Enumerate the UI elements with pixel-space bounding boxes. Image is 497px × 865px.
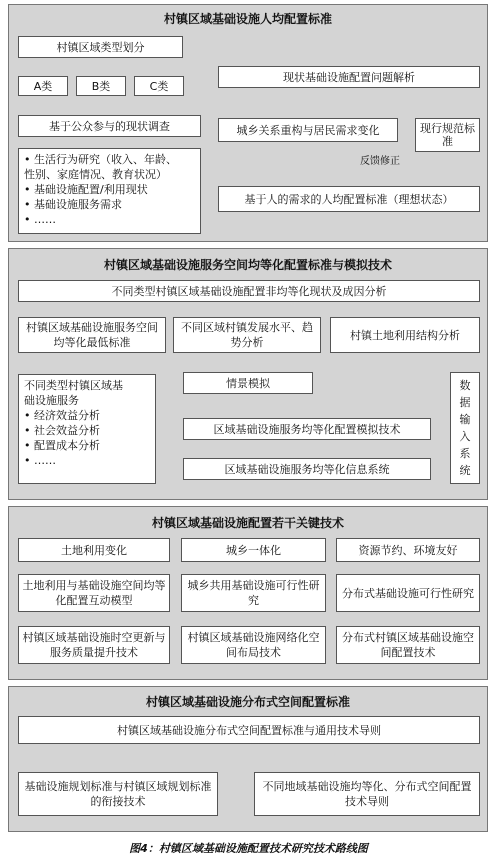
data-input-char-2: 据: [459, 396, 471, 409]
box-urban-rural-integration: 城乡一体化: [181, 538, 326, 562]
box-scenario-simulation: 情景模拟: [183, 372, 313, 394]
benefit-item-5: • 配置成本分析: [24, 439, 100, 452]
list-benefit-analysis: [18, 374, 156, 484]
box-minimum-standard: 村镇区域基础设施服务空间均等化最低标准: [18, 317, 166, 353]
box-shared-feasibility: 城乡共用基础设施可行性研究: [181, 574, 326, 612]
box-data-input-system: [450, 372, 480, 484]
box-landuse-change: 土地利用变化: [18, 538, 170, 562]
box-nonequal-analysis: 不同类型村镇区域基础设施配置非均等化现状及成因分析: [18, 280, 480, 302]
box-resource-saving: 资源节约、环境友好: [336, 538, 480, 562]
benefit-item-6: • ……: [24, 454, 56, 467]
data-input-char-6: 统: [459, 464, 471, 477]
box-planning-linkage: 基础设施规划标准与村镇区域规划标准的衔接技术: [18, 772, 218, 816]
label-feedback: 反馈修正: [360, 156, 400, 167]
box-distributed-configuration: 分布式村镇区域基础设施空间配置技术: [336, 626, 480, 664]
box-general-guideline: 村镇区域基础设施分布式空间配置标准与通用技术导则: [18, 716, 480, 744]
box-current-norms: 现行规范标准: [415, 118, 480, 152]
survey-item-1: • 生活行为研究（收入、年龄、: [24, 153, 177, 166]
benefit-item-4: • 社会效益分析: [24, 424, 100, 437]
survey-item-4: • 基础设施服务需求: [24, 198, 122, 211]
benefit-item-2: 础设施服务: [24, 394, 79, 407]
data-input-char-1: 数: [459, 379, 471, 392]
survey-item-2: 性别、家庭情况、教育状况）: [24, 168, 167, 181]
box-regional-guideline: 不同地域基础设施均等化、分布式空间配置技术导则: [254, 772, 480, 816]
survey-item-5: • ……: [24, 213, 56, 226]
box-problem-analysis: 现状基础设施配置问题解析: [218, 66, 480, 88]
box-per-capita-standard: 基于人的需求的人均配置标准（理想状态）: [218, 186, 480, 212]
survey-item-3: • 基础设施配置/利用现状: [24, 183, 148, 196]
box-restructure: 城乡关系重构与居民需求变化: [218, 118, 398, 142]
section-2-title: 村镇区域基础设施服务空间均等化配置标准与模拟技术: [103, 258, 392, 272]
box-interaction-model: 土地利用与基础设施空间均等化配置互动模型: [18, 574, 170, 612]
box-simulation-technology: 区域基础设施服务均等化配置模拟技术: [183, 418, 431, 440]
box-type-b: B类: [76, 76, 126, 96]
box-public-survey: 基于公众参与的现状调查: [18, 115, 201, 137]
section-3-title: 村镇区域基础设施配置若干关键技术: [151, 516, 344, 530]
box-landuse-structure: 村镇土地利用结构分析: [330, 317, 480, 353]
box-distributed-feasibility: 分布式基础设施可行性研究: [336, 574, 480, 612]
benefit-item-1: 不同类型村镇区域基: [24, 379, 123, 392]
figure-caption: 图4：村镇区域基础设施配置技术研究技术路线图: [129, 842, 368, 855]
box-type-c: C类: [134, 76, 184, 96]
section-1-title: 村镇区域基础设施人均配置标准: [163, 12, 332, 26]
box-information-system: 区域基础设施服务均等化信息系统: [183, 458, 431, 480]
box-type-a: A类: [18, 76, 68, 96]
box-type-division: 村镇区域类型划分: [18, 36, 183, 58]
box-network-layout: 村镇区域基础设施网络化空间布局技术: [181, 626, 326, 664]
benefit-item-3: • 经济效益分析: [24, 409, 100, 422]
section-4-title: 村镇区域基础设施分布式空间配置标准: [145, 695, 350, 709]
data-input-char-4: 入: [459, 430, 471, 443]
data-input-char-5: 系: [459, 447, 471, 460]
box-development-level: 不同区域村镇发展水平、趋势分析: [173, 317, 321, 353]
data-input-char-3: 输: [459, 413, 471, 426]
box-spatiotemporal-update: 村镇区域基础设施时空更新与服务质量提升技术: [18, 626, 170, 664]
list-survey-items: [18, 148, 201, 234]
